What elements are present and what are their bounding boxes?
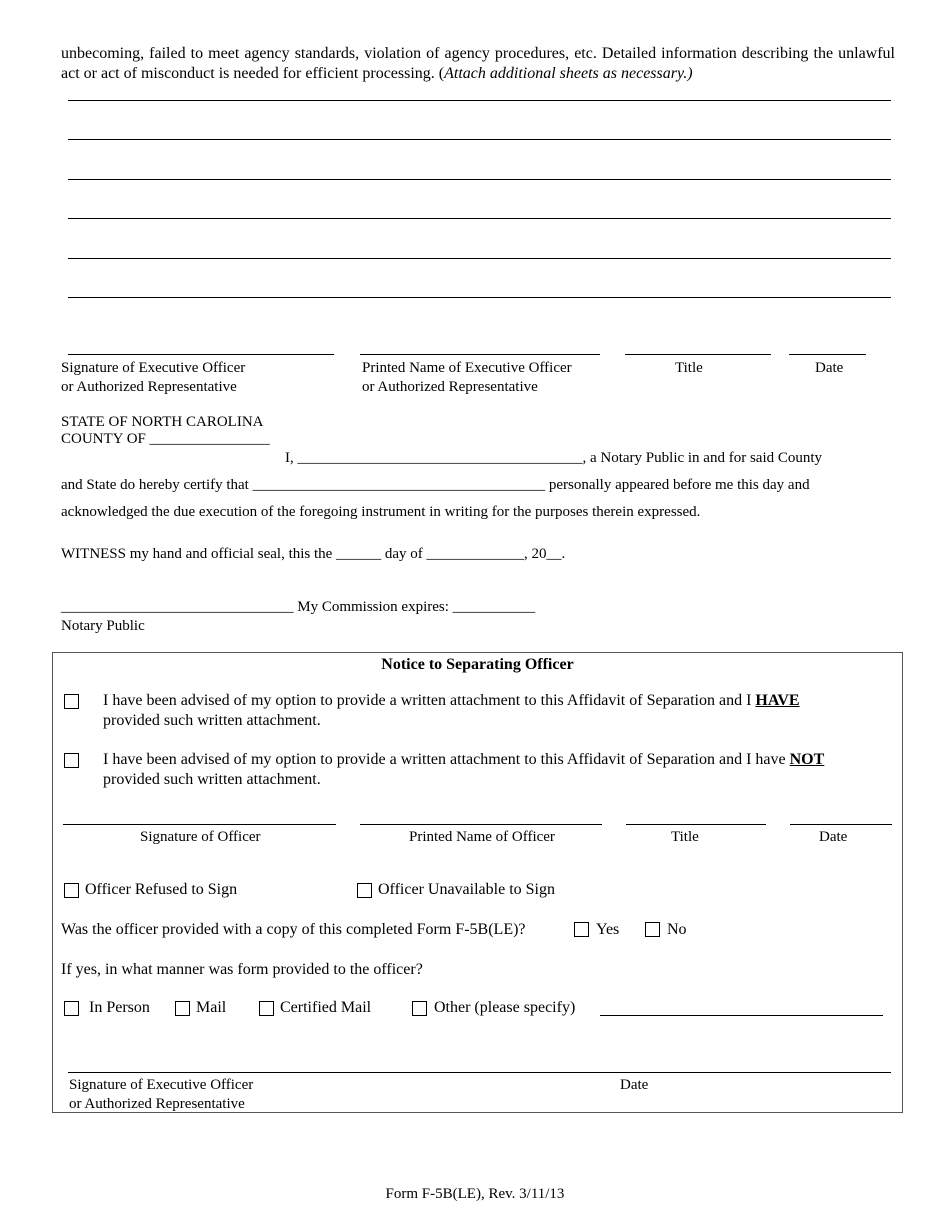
notice-box <box>52 652 903 1113</box>
exec-date-line[interactable] <box>789 354 866 355</box>
in-person-checkbox[interactable] <box>64 1001 79 1016</box>
officer-title-label: Title <box>671 829 699 845</box>
intro-text: unbecoming, failed to meet agency standards, violation of agency procedures, etc. Detailed information describing the unlawful act or act of misconduct is needed for efficient processing. ( <box>61 45 895 82</box>
intro-paragraph <box>61 44 895 84</box>
notary-certify-line-1[interactable]: I, ______________________________________, a Notary Public in and for said County <box>285 450 823 466</box>
description-line-4[interactable] <box>68 218 891 219</box>
other-label: Other (please specify) <box>434 999 576 1016</box>
certified-mail-checkbox[interactable] <box>259 1001 274 1016</box>
have-attachment-text: I have been advised of my option to provide a written attachment to this Affidavit of Separation and I HAVE provided such written attachment. <box>103 692 800 729</box>
notary-commission[interactable]: _______________________________ My Commission expires: ___________ <box>61 599 536 615</box>
notice-heading: Notice to Separating Officer <box>381 656 574 673</box>
officer-signature-label: Signature of Officer <box>140 829 261 845</box>
refused-to-sign-checkbox[interactable] <box>64 883 79 898</box>
exec-printed-name-label: Printed Name of Executive Officer or Authorized Representative <box>362 360 572 395</box>
other-specify-line[interactable] <box>600 1015 883 1016</box>
manner-question: If yes, in what manner was form provided to the officer? <box>61 961 423 978</box>
notary-witness[interactable]: WITNESS my hand and official seal, this the ______ day of _____________, 20__. <box>61 546 566 562</box>
not-attachment-checkbox[interactable] <box>64 753 79 768</box>
copy-no-label: No <box>667 921 687 938</box>
certified-mail-label: Certified Mail <box>280 999 372 1016</box>
description-line-2[interactable] <box>68 139 891 140</box>
have-attachment-checkbox[interactable] <box>64 694 79 709</box>
notary-certify-line-3: acknowledged the due execution of the foregoing instrument in writing for the purposes therein expressed. <box>61 504 701 520</box>
notary-public-label: Notary Public <box>61 618 145 634</box>
exec-title-label: Title <box>675 360 703 376</box>
mail-checkbox[interactable] <box>175 1001 190 1016</box>
box-exec-signature-label: Signature of Executive Officer or Authorized Representative <box>69 1077 254 1112</box>
officer-date-label: Date <box>819 829 848 845</box>
not-emphasis: NOT <box>789 751 825 768</box>
intro-italic-note: Attach additional sheets as necessary.) <box>444 65 693 82</box>
description-line-3[interactable] <box>68 179 891 180</box>
other-checkbox[interactable] <box>412 1001 427 1016</box>
officer-printed-name-label: Printed Name of Officer <box>409 829 555 845</box>
unavailable-to-sign-label: Officer Unavailable to Sign <box>378 881 555 898</box>
in-person-label: In Person <box>89 999 150 1016</box>
copy-yes-label: Yes <box>596 921 620 938</box>
notary-certify-line-2[interactable]: and State do hereby certify that _______________________________________ personally appeared before me this day and <box>61 477 810 493</box>
notary-state: STATE OF NORTH CAROLINA <box>61 414 264 430</box>
box-exec-signature-line[interactable] <box>68 1072 891 1073</box>
mail-label: Mail <box>196 999 227 1016</box>
officer-signature-line[interactable] <box>63 824 336 825</box>
officer-date-line[interactable] <box>790 824 892 825</box>
exec-signature-line[interactable] <box>68 354 334 355</box>
description-line-5[interactable] <box>68 258 891 259</box>
exec-printed-name-line[interactable] <box>360 354 600 355</box>
officer-title-line[interactable] <box>626 824 766 825</box>
refused-to-sign-label: Officer Refused to Sign <box>85 881 238 898</box>
copy-no-checkbox[interactable] <box>645 922 660 937</box>
description-line-6[interactable] <box>68 297 891 298</box>
exec-date-label: Date <box>815 360 844 376</box>
have-emphasis: HAVE <box>755 692 800 709</box>
exec-title-line[interactable] <box>625 354 771 355</box>
copy-yes-checkbox[interactable] <box>574 922 589 937</box>
not-attachment-text: I have been advised of my option to provide a written attachment to this Affidavit of Separation and I have NOT provided such written attachment. <box>103 751 825 788</box>
copy-question: Was the officer provided with a copy of this completed Form F-5B(LE)? <box>61 921 526 938</box>
officer-printed-name-line[interactable] <box>360 824 602 825</box>
description-line-1[interactable] <box>68 100 891 101</box>
form-footer: Form F-5B(LE), Rev. 3/11/13 <box>385 1186 565 1202</box>
exec-signature-label: Signature of Executive Officer or Authorized Representative <box>61 360 246 395</box>
notary-county[interactable]: COUNTY OF ________________ <box>61 431 270 447</box>
unavailable-to-sign-checkbox[interactable] <box>357 883 372 898</box>
box-exec-date-label: Date <box>620 1077 649 1093</box>
